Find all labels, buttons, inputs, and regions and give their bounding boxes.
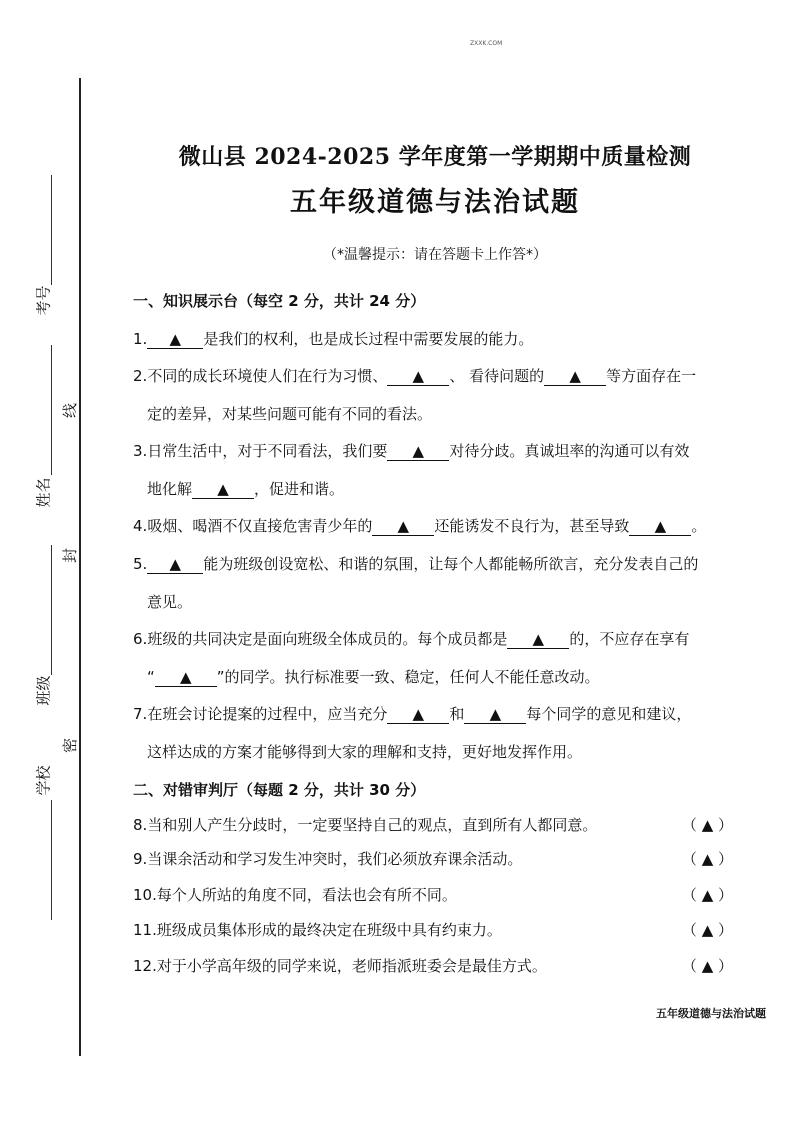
question-4: 4.吸烟、喝酒不仅直接危害青少年的 ▲ 还能诱发不良行为，甚至导致 ▲ 。 — [133, 517, 707, 535]
answer-paren: （ ▲ ） — [681, 957, 733, 975]
answer-paren: （ ▲ ） — [681, 816, 733, 834]
answer-blank: ▲ — [387, 442, 449, 461]
exam-no-line — [51, 175, 52, 285]
question-6: 6.班级的共同决定是面向班级全体成员的。每个成员都是 ▲ 的，不应存在享有 “ ▲ ”的同学。执行标准要一致、稳定，任何人不能任意改动。 — [133, 630, 690, 686]
answer-blank: ▲ — [372, 517, 434, 536]
answer-blank: ▲ — [629, 517, 691, 536]
question-5: 5. ▲ 能为班级创设宽松、和谐的氛围，让每个人都能畅所欲言，充分发表自己的 意见。 — [133, 555, 699, 611]
binding-line — [79, 78, 81, 1056]
answer-blank: ▲ — [155, 668, 217, 687]
seal-line-char: 线 — [61, 402, 80, 419]
answer-blank: ▲ — [192, 480, 254, 499]
judge-question: 9.当课余活动和学习发生冲突时，我们必须放弃课余活动。 （ ▲ ） — [133, 850, 733, 868]
answer-blank: ▲ — [387, 367, 449, 386]
answer-paren: （ ▲ ） — [681, 886, 733, 904]
judge-question: 8.当和别人产生分歧时，一定要坚持自己的观点，直到所有人都同意。 （ ▲ ） — [133, 816, 733, 834]
answer-blank: ▲ — [147, 555, 203, 574]
class-line — [51, 545, 52, 675]
name-label: 姓名 — [34, 477, 53, 508]
school-line — [51, 800, 52, 920]
section1-heading: 一、知识展示台（每空 2 分，共计 24 分） — [133, 292, 426, 310]
question-2: 2.不同的成长环境使人们在行为习惯、 ▲ 、 看待问题的 ▲ 等方面存在一 定的差异，对某些问题可能有不同的看法。 — [133, 367, 697, 423]
judge-question: 12.对于小学高年级的同学来说，老师指派班委会是最佳方式。 （ ▲ ） — [133, 957, 733, 975]
exam-no-label: 考号 — [34, 285, 53, 316]
question-3: 3.日常生活中，对于不同看法，我们要 ▲ 对待分歧。真诚坦率的沟通可以有效 地化解 ▲ ，促进和谐。 — [133, 442, 690, 498]
answer-blank: ▲ — [464, 705, 526, 724]
exam-title-line2: 五年级道德与法治试题 — [290, 187, 580, 218]
warm-tip: （*温馨提示：请在答题卡上作答*） — [323, 247, 547, 263]
name-line — [51, 345, 52, 475]
answer-blank: ▲ — [507, 630, 569, 649]
answer-blank: ▲ — [147, 330, 203, 349]
top-mark: ZXXK.COM — [470, 40, 503, 47]
answer-paren: （ ▲ ） — [681, 850, 733, 868]
question-1: 1. ▲ 是我们的权利，也是成长过程中需要发展的能力。 — [133, 330, 534, 348]
seal-secret-char: 密 — [61, 737, 80, 754]
judge-question: 11.班级成员集体形成的最终决定在班级中具有约束力。 （ ▲ ） — [133, 921, 733, 939]
section2-heading: 二、对错审判厅（每题 2 分，共计 30 分） — [133, 781, 426, 799]
answer-paren: （ ▲ ） — [681, 921, 733, 939]
answer-blank: ▲ — [544, 367, 606, 386]
answer-blank: ▲ — [387, 705, 449, 724]
class-label: 班级 — [34, 675, 53, 706]
exam-title-line1: 微山县 2024-2025 学年度第一学期期中质量检测 — [178, 144, 692, 170]
school-label: 学校 — [34, 765, 53, 796]
page-footer: 五年级道德与法治试题 — [656, 1007, 766, 1020]
seal-seal-char: 封 — [61, 547, 80, 564]
judge-question: 10.每个人所站的角度不同，看法也会有所不同。 （ ▲ ） — [133, 886, 733, 904]
question-7: 7.在班会讨论提案的过程中，应当充分 ▲ 和 ▲ 每个同学的意见和建议， 这样达成的方案才能够得到大家的理解和支持，更好地发挥作用。 — [133, 705, 692, 761]
